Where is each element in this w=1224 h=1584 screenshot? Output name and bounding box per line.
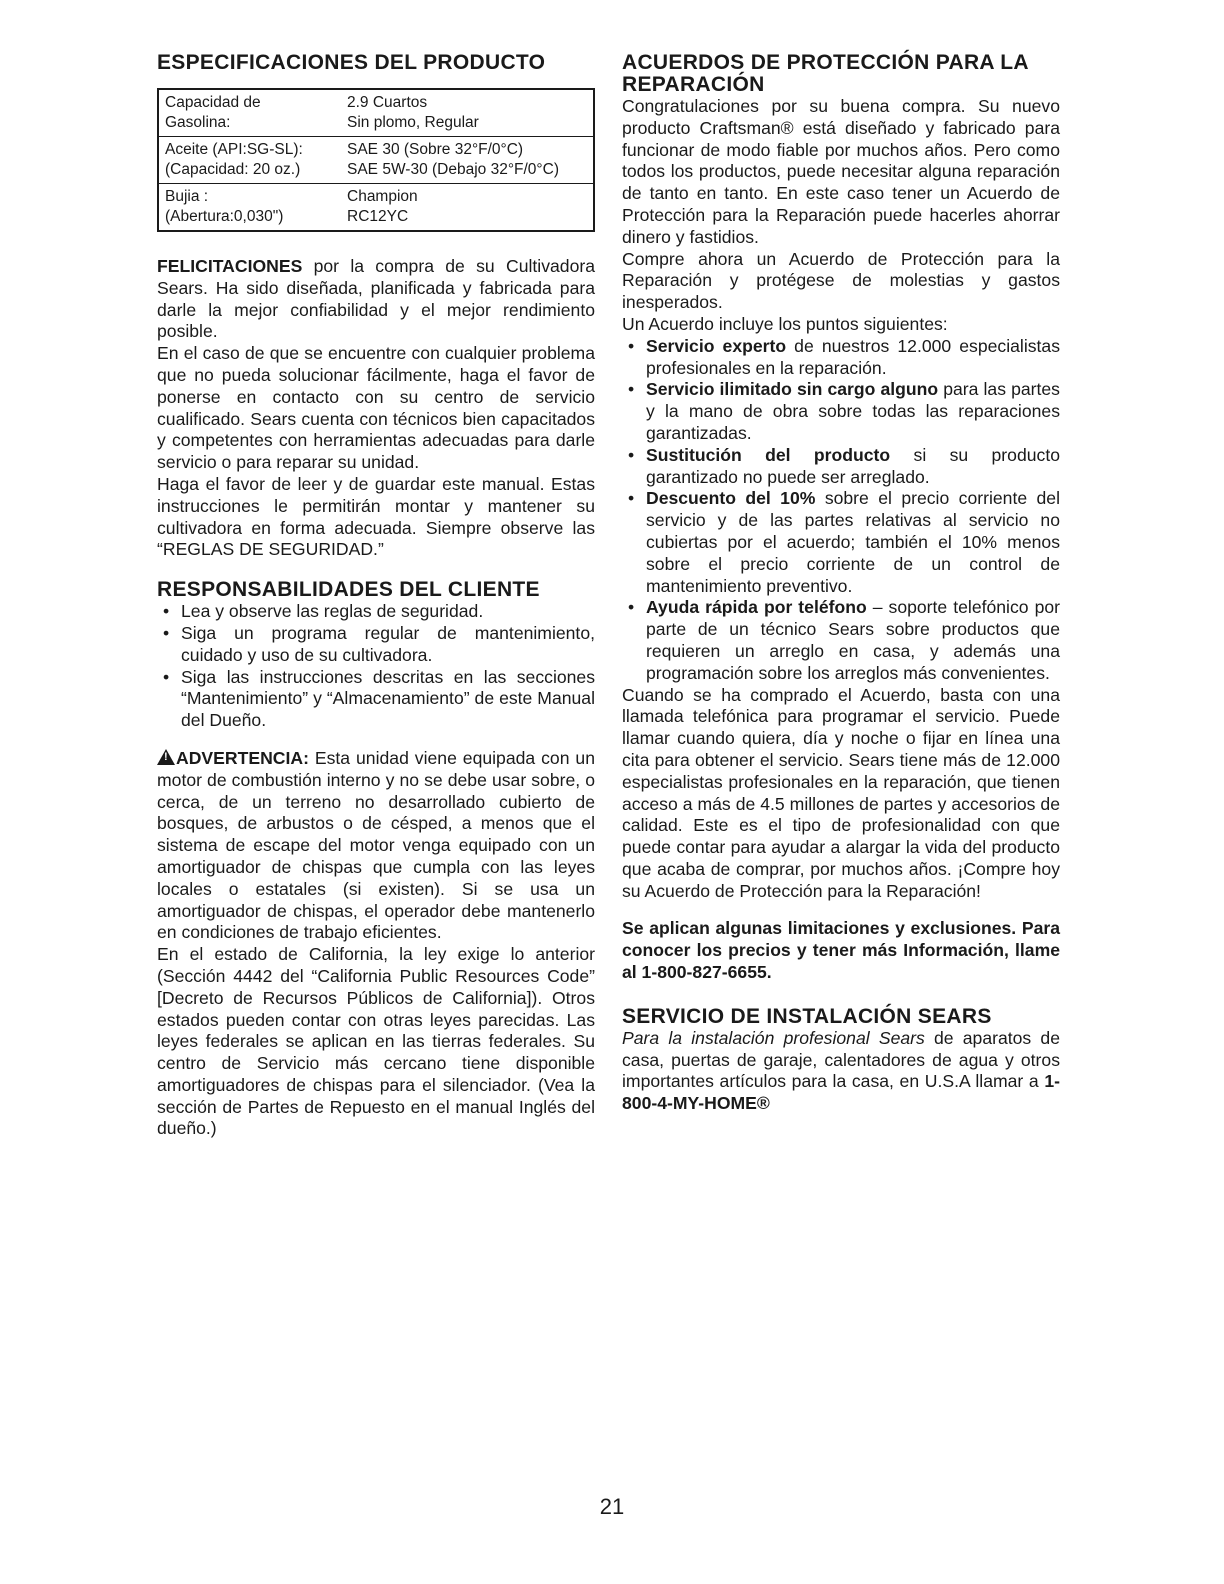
installation-paragraph	[622, 1028, 1060, 1115]
benefit-text: – soporte telefónico por parte de un técnico Sears sobre productos que requieren un arreglo en casa, y además una programación sobre los arreglos más convenientes.	[646, 597, 1060, 683]
warning-paragraph	[157, 748, 595, 944]
benefit-text: si su producto garantizado no puede ser arreglado.	[646, 444, 1060, 487]
service-paragraph: En el caso de que se encuentre con cualquier problema que no pueda solucionar fácilmente, haga el favor de ponerse en contacto con su centro de servicio cualificado. Sears cuenta con técnicos bien capacitados y competentes con herramientas adecuadas para darle servicio o para reparar su unidad.	[157, 343, 595, 473]
spec-key: Gasolina:	[165, 113, 231, 131]
spec-value: Champion	[347, 188, 418, 205]
spec-key: (Abertura:0,030")	[165, 207, 284, 225]
spec-table	[157, 88, 595, 232]
california-paragraph: En el estado de California, la ley exige lo anterior (Sección 4442 del “California Public Resources Code” [Decreto de Recursos Públicos de California]). Otros estados pueden contar con otras leyes parecidas. Las leyes federales se aplican en las tierras federales. Su centro de Servicio más cercano tiene disponible amortiguadores de chispas para el silenciador. (Vea la sección de Partes de Repuesto en el manual Inglés del dueño.)	[157, 944, 595, 1139]
spec-key: (Capacidad: 20 oz.)	[165, 160, 301, 178]
benefit-text: de nuestros 12.000 especialistas profesionales en la reparación.	[646, 335, 1060, 378]
installation-text: de aparatos de casa, puertas de garaje, calentadores de agua y otros importantes artículos para la casa, en U.S.A llamar a	[622, 1027, 1060, 1092]
benefit-bold: Sustitución del producto	[646, 444, 891, 465]
spec-value: SAE 5W-30 (Debajo 32°F/0°C)	[347, 160, 559, 178]
spec-key: Bujia :	[165, 188, 209, 205]
benefit-bold: Servicio experto	[646, 335, 787, 356]
spec-title: ESPECIFICACIONES DEL PRODUCTO	[157, 51, 546, 74]
list-item	[622, 336, 1060, 380]
manual-paragraph: Haga el favor de leer y de guardar este manual. Estas instrucciones le permitirán montar y mantener su cultivadora en forma adecuada. Siempre observe las “REGLAS DE SEGURIDAD.”	[157, 473, 595, 560]
spec-value: SAE 30 (Sobre 32°F/0°C)	[347, 141, 524, 158]
spec-row-gasoline	[158, 89, 594, 137]
list-item	[622, 597, 1060, 684]
limitations-bold: Se aplican algunas limitaciones y exclusiones. Para conocer los precios y tener más Información, llame al 1-800-827-6655.	[622, 918, 1060, 983]
installation-phone: 1-800-4-MY-HOME®	[622, 1071, 1060, 1114]
congrats-paragraph	[157, 256, 595, 343]
installation-title: SERVICIO DE INSTALACIÓN SEARS	[622, 1004, 992, 1028]
list-item	[622, 379, 1060, 444]
congrats-text: por la compra de su Cultivadora Sears. Ha sido diseñada, planificada y fabricada para darle la mejor confiabilidad y el mejor rendimiento posible.	[157, 256, 595, 342]
warning-text: Esta unidad viene equipada con un motor de combustión interno y no se debe usar sobre, o cerca, de un terreno no desarrollado cubierto de bosques, de arbustos o de césped, a menos que el sistema de escape del motor venga equipado con un amortiguador de chispas que cumpla con las leyes locales o estatales (si existen). Si se usa un amortiguador de chispas, el operador debe mantenerlo en condiciones de trabajo eficientes.	[157, 747, 595, 943]
benefit-bold: Servicio ilimitado sin cargo alguno	[646, 379, 939, 400]
spec-row-oil	[158, 137, 594, 184]
page-number: 21	[599, 1494, 625, 1519]
benefit-bold: Descuento del 10%	[646, 488, 816, 509]
benefit-bold: Ayuda rápida por teléfono	[646, 597, 867, 618]
acuerdos-paragraph-3: Un Acuerdo incluye los puntos siguientes:	[622, 313, 948, 334]
spec-key: Aceite (API:SG-SL):	[165, 141, 303, 158]
warning-triangle-icon	[157, 749, 175, 765]
acuerdos-paragraph-2: Compre ahora un Acuerdo de Protección para la Reparación y protégese de molestias y gastos inesperados.	[622, 248, 1060, 313]
left-column	[157, 52, 595, 1140]
benefit-text: sobre el precio corriente del servicio y de las partes relativas al servicio no cubiertas por el acuerdo; también el 10% menos sobre el precio corriente de un control de mantenimiento preventivo.	[646, 488, 1060, 596]
spec-value: Sin plomo, Regular	[347, 113, 479, 131]
list-item: • Siga las instrucciones descritas en las secciones “Mantenimiento” y “Almacenamiento” de este Manual del Dueño.	[157, 667, 595, 732]
responsibilities-list	[157, 601, 595, 732]
responsibilities-title: RESPONSABILIDADES DEL CLIENTE	[157, 578, 540, 602]
benefits-list	[622, 336, 1060, 685]
congrats-bold: FELICITACIONES	[157, 256, 303, 276]
right-column	[622, 52, 1060, 1115]
acuerdos-title: ACUERDOS DE PROTECCIÓN PARA LA REPARACIÓN	[622, 51, 1029, 96]
list-item	[622, 445, 1060, 489]
spec-value: RC12YC	[347, 207, 409, 225]
list-item: • Siga un programa regular de mantenimiento, cuidado y uso de su cultivadora.	[157, 623, 595, 667]
spec-value: 2.9 Cuartos	[347, 94, 428, 111]
benefit-text: para las partes y la mano de obra sobre todas las reparaciones garantizadas.	[646, 379, 1060, 443]
acuerdos-paragraph-1: Congratulaciones por su buena compra. Su nuevo producto Craftsman® está diseñado y fabricado para funcionar de modo fiable por muchos años. Pero como todos los productos, puede necesitar alguna reparación de tanto en tanto. En este caso tener un Acuerdo de Protección para la Reparación puede hacerles ahorrar dinero y fastidios.	[622, 96, 1060, 247]
limitations-paragraph	[622, 918, 1060, 983]
acuerdos-paragraph-4: Cuando se ha comprado el Acuerdo, basta con una llamada telefónica para programar el servicio. Puede llamar cuando quiera, día y noche o fijar en línea una cita para obtener el servicio. Sears tiene más de 12.000 especialistas profesionales en la reparación, que tienen acceso a más de 4.5 millones de partes y accesorios de calidad. Este es el tipo de profesionalidad con que puede contar para ayudar a alargar la vida del producto que acaba de comprar, por muchos años. ¡Compre hoy su Acuerdo de Protección para la Reparación!	[622, 684, 1060, 901]
spec-key: Capacidad de	[165, 94, 261, 111]
installation-italic: Para la instalación profesional Sears	[622, 1027, 925, 1048]
list-item	[622, 488, 1060, 597]
warning-label: ADVERTENCIA:	[176, 747, 309, 768]
list-item: • Lea y observe las reglas de seguridad.	[157, 601, 595, 623]
spec-row-spark-plug	[158, 184, 594, 232]
